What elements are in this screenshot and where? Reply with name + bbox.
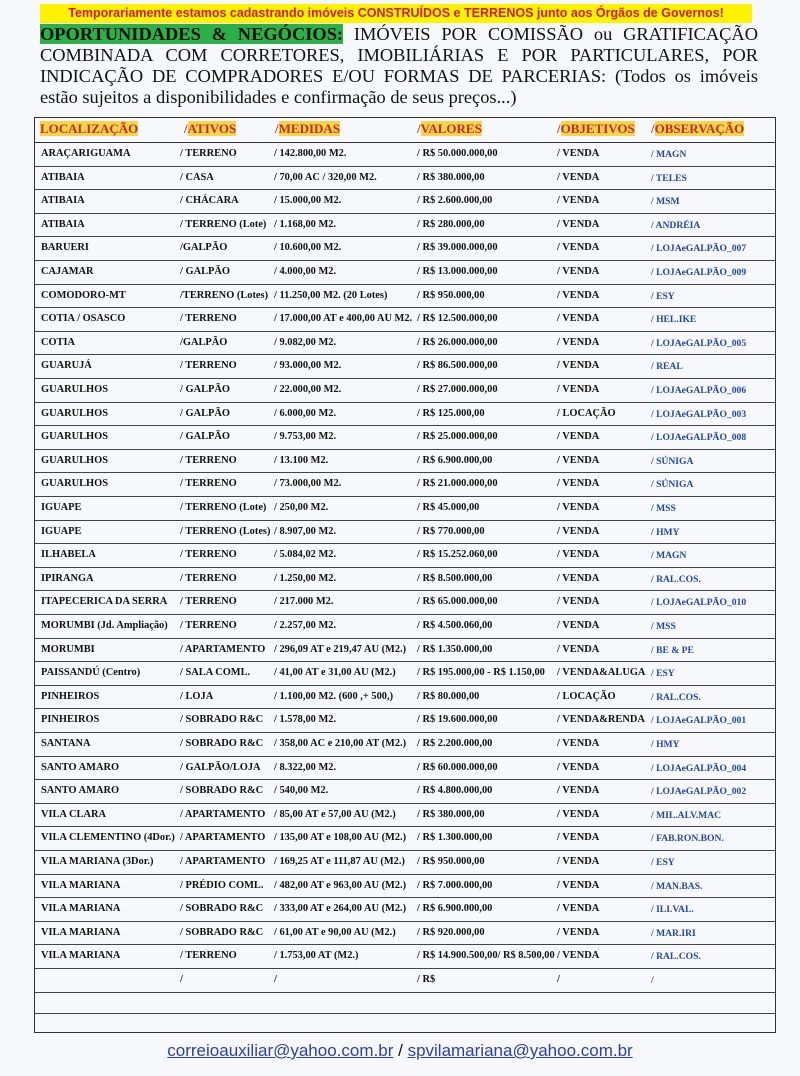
- objetivos-cell: / VENDA: [557, 856, 600, 867]
- table-row: [34, 686, 776, 710]
- medidas-cell: / 9.753,00 M2.: [274, 431, 337, 443]
- objetivos-cell: / VENDA: [557, 195, 600, 207]
- localizacao-cell: COTIA: [41, 336, 76, 348]
- objetivos-cell: / VENDA: [557, 950, 600, 962]
- localizacao-cell: COMODORO-MT: [41, 289, 126, 301]
- observacao-cell: / HMY: [651, 526, 680, 538]
- observacao-cell: / ANDRÉIA: [651, 219, 701, 231]
- observacao-cell: / ESY: [651, 857, 675, 868]
- ativos-cell: / SOBRADO R&C: [180, 714, 264, 726]
- header-localizacao: LOCALIZAÇÃO: [40, 121, 139, 136]
- ativos-cell: / TERRENO: [180, 620, 237, 631]
- medidas-cell: / 8.322,00 M2.: [274, 761, 337, 773]
- medidas-cell: / 4.000,00 M2.: [274, 266, 337, 277]
- valores-cell: / R$ 125.000,00: [417, 407, 485, 419]
- observacao-cell: / LOJAeGALPÃO_001: [651, 715, 747, 727]
- objetivos-cell: / VENDA: [557, 266, 600, 277]
- valores-cell: / R$ 770.000,00: [417, 525, 485, 537]
- observacao-cell: / LOJAeGALPÃO_004: [651, 762, 747, 774]
- valores-cell: / R$ 6.900.000,00: [417, 903, 493, 915]
- medidas-cell: / 17.000,00 AT e 400,00 AU M2.: [274, 313, 413, 325]
- observacao-cell: / LOJAeGALPÃO_009: [651, 267, 747, 278]
- medidas-cell: / 10.600,00 M2.: [274, 242, 342, 254]
- header-objetivos: /OBJETIVOS: [557, 121, 635, 136]
- localizacao-cell: SANTANA: [41, 738, 91, 749]
- contact-emails: [0, 1041, 800, 1061]
- table-row: [34, 237, 776, 261]
- table-row: [34, 709, 776, 733]
- localizacao-cell: ATIBAIA: [41, 218, 85, 230]
- ativos-cell: / TERRENO: [180, 454, 237, 466]
- valores-cell: / R$ 6.900.000,00: [417, 454, 493, 466]
- medidas-cell: / 540,00 M2.: [274, 785, 329, 797]
- ativos-cell: / TERRENO: [180, 549, 237, 561]
- table-row: [34, 945, 776, 969]
- objetivos-cell: /: [557, 974, 560, 985]
- valores-cell: / R$ 1.300.000,00: [417, 832, 493, 844]
- ativos-cell: / PRÉDIO COML.: [180, 879, 264, 891]
- objetivos-cell: / VENDA: [557, 242, 600, 254]
- localizacao-cell: ATIBAIA: [41, 195, 85, 207]
- observacao-cell: / MSM: [651, 196, 680, 208]
- ativos-cell: / SOBRADO R&C: [180, 903, 264, 915]
- medidas-cell: / 22.000,00 M2.: [274, 384, 342, 395]
- medidas-cell: / 15.000,00 M2.: [274, 195, 342, 207]
- medidas-cell: / 61,00 AT e 90,00 AU (M2.): [274, 926, 396, 938]
- observacao-cell: / MSS: [651, 621, 676, 632]
- objetivos-cell: / VENDA&RENDA: [557, 714, 645, 726]
- table-row: [34, 521, 776, 545]
- observacao-cell: / LOJAeGALPÃO_006: [651, 385, 747, 396]
- table-row: [34, 568, 776, 592]
- valores-cell: / R$: [417, 974, 436, 985]
- localizacao-cell: GUARULHOS: [41, 431, 108, 443]
- observacao-cell: / MAGN: [651, 149, 687, 160]
- observacao-cell: /: [651, 975, 654, 986]
- medidas-cell: / 6.000,00 M2.: [274, 407, 337, 419]
- ativos-cell: / TERRENO (Lote): [180, 218, 267, 230]
- observacao-cell: / LOJAeGALPÃO_005: [651, 337, 747, 349]
- ativos-cell: / TERRENO: [180, 478, 237, 490]
- medidas-cell: / 333,00 AT e 264,00 AU (M2.): [274, 903, 407, 915]
- objetivos-cell: / VENDA: [557, 643, 600, 655]
- objetivos-cell: / VENDA: [557, 549, 600, 561]
- objetivos-cell: / VENDA: [557, 620, 600, 631]
- table-header: [34, 117, 776, 143]
- valores-cell: / R$ 27.000.000,00: [417, 384, 498, 395]
- localizacao-cell: PINHEIROS: [41, 690, 100, 702]
- medidas-cell: / 1.578,00 M2.: [274, 714, 337, 726]
- medidas-cell: / 11.250,00 M2. (20 Lotes): [274, 289, 388, 301]
- table-row: [34, 827, 776, 851]
- valores-cell: / R$ 39.000.000,00: [417, 242, 498, 254]
- localizacao-cell: GUARUJÁ: [41, 360, 92, 372]
- valores-cell: / R$ 12.500.000,00: [417, 313, 498, 325]
- valores-cell: / R$ 4.500.060,00: [417, 620, 493, 631]
- table-row: [34, 473, 776, 497]
- medidas-cell: / 93.000,00 M2.: [274, 360, 342, 372]
- ativos-cell: / LOJA: [180, 690, 214, 702]
- ativos-cell: / APARTAMENTO: [180, 832, 266, 844]
- objetivos-cell: / VENDA: [557, 785, 600, 797]
- valores-cell: / R$ 195.000,00 - R$ 1.150,00: [417, 667, 545, 679]
- ativos-cell: / APARTAMENTO: [180, 856, 266, 867]
- header-medidas: /MEDIDAS: [275, 121, 341, 136]
- localizacao-cell: SANTO AMARO: [41, 785, 120, 797]
- objetivos-cell: / VENDA: [557, 478, 600, 490]
- objetivos-cell: / VENDA: [557, 360, 600, 372]
- table-row: [34, 190, 776, 214]
- ativos-cell: /GALPÃO: [180, 336, 228, 348]
- intro-text: IMÓVEIS POR COMISSÃO ou GRATIFICAÇÃO COMBINADA COM CORRETORES, IMOBILIÁRIAS E POR PARTICULARES, POR INDICAÇÃO DE COMPRADORES E/OU FORMAS DE PARCERIAS: (Todos os imóveis estão sujeitos a disponibilidades e confirmação de seus preços...): [40, 24, 758, 107]
- table-row: [34, 757, 776, 781]
- objetivos-cell: / VENDA: [557, 384, 600, 395]
- localizacao-cell: PINHEIROS: [41, 714, 100, 726]
- localizacao-cell: ILHABELA: [41, 549, 96, 561]
- localizacao-cell: SANTO AMARO: [41, 761, 120, 773]
- objetivos-cell: / VENDA: [557, 525, 600, 537]
- medidas-cell: / 217.000 M2.: [274, 596, 334, 608]
- medidas-cell: / 13.100 M2.: [274, 454, 329, 466]
- objetivos-cell: / VENDA: [557, 572, 600, 584]
- header-ativos: /ATIVOS: [184, 121, 237, 136]
- valores-cell: / R$ 45.000,00: [417, 502, 480, 513]
- localizacao-cell: PAISSANDÚ (Centro): [41, 667, 141, 679]
- valores-cell: / R$ 4.800.000,00: [417, 785, 493, 797]
- observacao-cell: / FAB.RON.BON.: [651, 833, 724, 845]
- table-row: [34, 898, 776, 922]
- valores-cell: / R$ 2.600.000,00: [417, 195, 493, 207]
- observacao-cell: / RAL.COS.: [651, 691, 701, 703]
- table-row: [34, 615, 776, 639]
- observacao-cell: / MIL.ALV.MAC: [651, 809, 722, 821]
- table-row: [34, 922, 776, 946]
- email-link-vilamariana[interactable]: spvilamariana@yahoo.com.br: [407, 1041, 633, 1060]
- empty-row: [34, 993, 776, 1014]
- ativos-cell: / GALPÃO: [180, 266, 230, 277]
- ativos-cell: / TERRENO: [180, 148, 237, 159]
- table-row: [34, 426, 776, 450]
- objetivos-cell: / VENDA: [557, 761, 600, 773]
- ativos-cell: / TERRENO: [180, 572, 237, 584]
- observacao-cell: / LOJAeGALPÃO_010: [651, 597, 747, 609]
- observacao-cell: / TELES: [651, 172, 687, 184]
- table-row: [34, 780, 776, 804]
- valores-cell: / R$ 920.000,00: [417, 926, 485, 938]
- medidas-cell: / 70,00 AC / 320,00 M2.: [274, 171, 377, 183]
- observacao-cell: / MAN.BAS.: [651, 880, 703, 892]
- valores-cell: / R$ 7.000.000,00: [417, 879, 493, 891]
- objetivos-cell: / VENDA: [557, 832, 600, 844]
- objetivos-cell: / VENDA: [557, 313, 600, 325]
- objetivos-cell: / VENDA: [557, 903, 600, 915]
- table-row: [34, 403, 776, 427]
- valores-cell: / R$ 86.500.000,00: [417, 360, 498, 372]
- medidas-cell: / 296,09 AT e 219,47 AU (M2.): [274, 643, 407, 655]
- email-separator: /: [398, 1041, 403, 1060]
- observacao-cell: / ESY: [651, 290, 675, 302]
- medidas-cell: / 2.257,00 M2.: [274, 620, 337, 631]
- localizacao-cell: IPIRANGA: [41, 572, 94, 584]
- table-row: [34, 261, 776, 285]
- valores-cell: / R$ 65.000.000,00: [417, 596, 498, 608]
- table-row: [34, 379, 776, 403]
- table-row: [34, 733, 776, 757]
- intro-paragraph: [40, 24, 758, 108]
- table-row: [34, 143, 776, 167]
- localizacao-cell: MORUMBI: [41, 643, 95, 655]
- localizacao-cell: GUARULHOS: [41, 478, 108, 490]
- objetivos-cell: / VENDA: [557, 148, 600, 159]
- valores-cell: / R$ 2.200.000,00: [417, 738, 493, 749]
- table-row: [34, 804, 776, 828]
- email-link-auxiliar[interactable]: correioauxiliar@yahoo.com.br: [167, 1041, 394, 1060]
- objetivos-cell: / VENDA: [557, 218, 600, 230]
- valores-cell: / R$ 280.000,00: [417, 218, 485, 230]
- localizacao-cell: BARUERI: [41, 242, 89, 254]
- ativos-cell: / TERRENO: [180, 950, 237, 962]
- table-row: [34, 332, 776, 356]
- ativos-cell: / TERRENO (Lotes): [180, 525, 271, 537]
- objetivos-cell: / LOCAÇÃO: [557, 407, 616, 419]
- table-row: [34, 969, 776, 993]
- observacao-cell: / SÚNIGA: [651, 455, 694, 467]
- header-observacao: /OBSERVAÇÃO: [651, 121, 745, 136]
- table-row: [34, 355, 776, 379]
- medidas-cell: /: [274, 974, 277, 985]
- localizacao-cell: ARAÇARIGUAMA: [41, 148, 131, 159]
- table-row: [34, 308, 776, 332]
- valores-cell: / R$ 950.000,00: [417, 856, 485, 867]
- ativos-cell: / GALPÃO: [180, 407, 230, 419]
- table-row: [34, 450, 776, 474]
- localizacao-cell: VILA CLARA: [41, 808, 106, 820]
- medidas-cell: / 8.907,00 M2.: [274, 525, 337, 537]
- ativos-cell: / GALPÃO/LOJA: [180, 761, 261, 773]
- observacao-cell: / LOJAeGALPÃO_002: [651, 786, 747, 798]
- table-row: [34, 851, 776, 875]
- localizacao-cell: ATIBAIA: [41, 171, 85, 183]
- objetivos-cell: / VENDA: [557, 596, 600, 608]
- valores-cell: / R$ 380.000,00: [417, 808, 485, 820]
- valores-cell: / R$ 21.000.000,00: [417, 478, 498, 490]
- localizacao-cell: MORUMBI (Jd. Ampliação): [41, 620, 168, 631]
- localizacao-cell: VILA MARIANA: [41, 903, 121, 915]
- localizacao-cell: VILA MARIANA (3Dor.): [41, 856, 154, 867]
- table-row: [34, 591, 776, 615]
- ativos-cell: / SOBRADO R&C: [180, 926, 264, 938]
- ativos-cell: / CHÁCARA: [180, 195, 239, 207]
- observacao-cell: / MSS: [651, 503, 676, 514]
- medidas-cell: / 169,25 AT e 111,87 AU (M2.): [274, 856, 405, 867]
- localizacao-cell: IGUAPE: [41, 502, 82, 513]
- observacao-cell: / REAL: [651, 361, 683, 373]
- ativos-cell: / SOBRADO R&C: [180, 738, 264, 749]
- table-row: [34, 285, 776, 309]
- header-valores: /VALORES: [417, 121, 482, 136]
- table-row: [34, 544, 776, 568]
- table-row: [34, 497, 776, 521]
- localizacao-cell: CAJAMAR: [41, 266, 94, 277]
- medidas-cell: / 1.168,00 M2.: [274, 218, 337, 230]
- objetivos-cell: / VENDA: [557, 431, 600, 443]
- objetivos-cell: / VENDA&ALUGA: [557, 667, 646, 679]
- observacao-cell: / RAL.COS.: [651, 951, 701, 963]
- objetivos-cell: / VENDA: [557, 171, 600, 183]
- table-row: [34, 167, 776, 191]
- localizacao-cell: IGUAPE: [41, 525, 82, 537]
- valores-cell: / R$ 14.900.500,00/ R$ 8.500,00: [417, 950, 555, 962]
- table-row: [34, 639, 776, 663]
- localizacao-cell: GUARULHOS: [41, 454, 108, 466]
- observacao-cell: / RAL.COS.: [651, 573, 701, 585]
- objetivos-cell: / VENDA: [557, 738, 600, 749]
- ativos-cell: /: [180, 974, 183, 985]
- table-row: [34, 214, 776, 238]
- observacao-cell: / ESY: [651, 668, 675, 680]
- valores-cell: / R$ 1.350.000,00: [417, 643, 493, 655]
- ativos-cell: /TERRENO (Lotes): [180, 289, 269, 301]
- ativos-cell: / APARTAMENTO: [180, 643, 266, 655]
- objetivos-cell: / VENDA: [557, 879, 600, 891]
- ativos-cell: / SOBRADO R&C: [180, 785, 264, 797]
- observacao-cell: / BE & PE: [651, 644, 694, 656]
- medidas-cell: / 1.250,00 M2.: [274, 572, 337, 584]
- valores-cell: / R$ 19.600.000,00: [417, 714, 498, 726]
- medidas-cell: / 73.000,00 M2.: [274, 478, 342, 490]
- ativos-cell: / TERRENO: [180, 360, 237, 372]
- observacao-cell: / MAGN: [651, 550, 687, 562]
- ativos-cell: / CASA: [180, 171, 214, 183]
- objetivos-cell: / VENDA: [557, 502, 600, 513]
- intro-highlight: OPORTUNIDADES & NEGÓCIOS:: [40, 24, 344, 44]
- localizacao-cell: VILA CLEMENTINO (4Dor.): [41, 832, 175, 844]
- ativos-cell: / TERRENO: [180, 313, 237, 325]
- notice-banner: Temporariamente estamos cadastrando imóveis CONSTRUÍDOS e TERRENOS junto aos Órgãos de Governos!: [40, 4, 752, 23]
- observacao-cell: / SÚNIGA: [651, 479, 694, 491]
- objetivos-cell: / VENDA: [557, 454, 600, 466]
- objetivos-cell: / VENDA: [557, 808, 600, 820]
- medidas-cell: / 358,00 AC e 210,00 AT (M2.): [274, 738, 407, 749]
- objetivos-cell: / LOCAÇÃO: [557, 690, 616, 702]
- valores-cell: / R$ 13.000.000,00: [417, 266, 498, 277]
- observacao-cell: / ILI.VAL.: [651, 904, 694, 916]
- localizacao-cell: GUARULHOS: [41, 407, 108, 419]
- localizacao-cell: GUARULHOS: [41, 384, 108, 395]
- medidas-cell: / 1.753,00 AT (M2.): [274, 950, 359, 962]
- valores-cell: / R$ 25.000.000,00: [417, 431, 498, 443]
- observacao-cell: / MAR.IRI: [651, 927, 696, 939]
- medidas-cell: / 1.100,00 M2. (600 ,+ 500,): [274, 690, 394, 702]
- medidas-cell: / 5.084,02 M2.: [274, 549, 337, 561]
- objetivos-cell: / VENDA: [557, 336, 600, 348]
- localizacao-cell: ITAPECERICA DA SERRA: [41, 596, 168, 608]
- observacao-cell: / LOJAeGALPÃO_008: [651, 432, 747, 444]
- observacao-cell: / LOJAeGALPÃO_007: [651, 243, 747, 255]
- valores-cell: / R$ 15.252.060,00: [417, 549, 498, 561]
- valores-cell: / R$ 80.000,00: [417, 690, 480, 702]
- valores-cell: / R$ 26.000.000,00: [417, 336, 498, 348]
- valores-cell: / R$ 950.000,00: [417, 289, 485, 301]
- localizacao-cell: VILA MARIANA: [41, 950, 121, 962]
- medidas-cell: / 142.800,00 M2.: [274, 148, 347, 159]
- ativos-cell: / GALPÃO: [180, 384, 230, 395]
- medidas-cell: / 85,00 AT e 57,00 AU (M2.): [274, 808, 396, 820]
- table-row: [34, 875, 776, 899]
- localizacao-cell: COTIA / OSASCO: [41, 313, 126, 325]
- table-row: [34, 662, 776, 686]
- objetivos-cell: / VENDA: [557, 289, 600, 301]
- ativos-cell: /GALPÃO: [180, 242, 228, 254]
- observacao-cell: / HEL.IKE: [651, 314, 697, 326]
- observacao-cell: / HMY: [651, 739, 680, 750]
- medidas-cell: / 9.082,00 M2.: [274, 336, 337, 348]
- valores-cell: / R$ 8.500.000,00: [417, 572, 493, 584]
- ativos-cell: / APARTAMENTO: [180, 808, 266, 820]
- ativos-cell: / SALA COML.: [180, 667, 251, 679]
- medidas-cell: / 250,00 M2.: [274, 502, 329, 513]
- observacao-cell: / LOJAeGALPÃO_003: [651, 408, 747, 420]
- medidas-cell: / 41,00 AT e 31,00 AU (M2.): [274, 667, 396, 679]
- localizacao-cell: VILA MARIANA: [41, 879, 121, 891]
- medidas-cell: / 482,00 AT e 963,00 AU (M2.): [274, 879, 407, 891]
- localizacao-cell: VILA MARIANA: [41, 926, 121, 938]
- valores-cell: / R$ 60.000.000,00: [417, 761, 498, 773]
- ativos-cell: / GALPÃO: [180, 431, 230, 443]
- ativos-cell: / TERRENO: [180, 596, 237, 608]
- ativos-cell: / TERRENO (Lote): [180, 502, 267, 513]
- objetivos-cell: / VENDA: [557, 926, 600, 938]
- valores-cell: / R$ 380.000,00: [417, 171, 485, 183]
- valores-cell: / R$ 50.000.000,00: [417, 148, 498, 159]
- medidas-cell: / 135,00 AT e 108,00 AU (M2.): [274, 832, 407, 844]
